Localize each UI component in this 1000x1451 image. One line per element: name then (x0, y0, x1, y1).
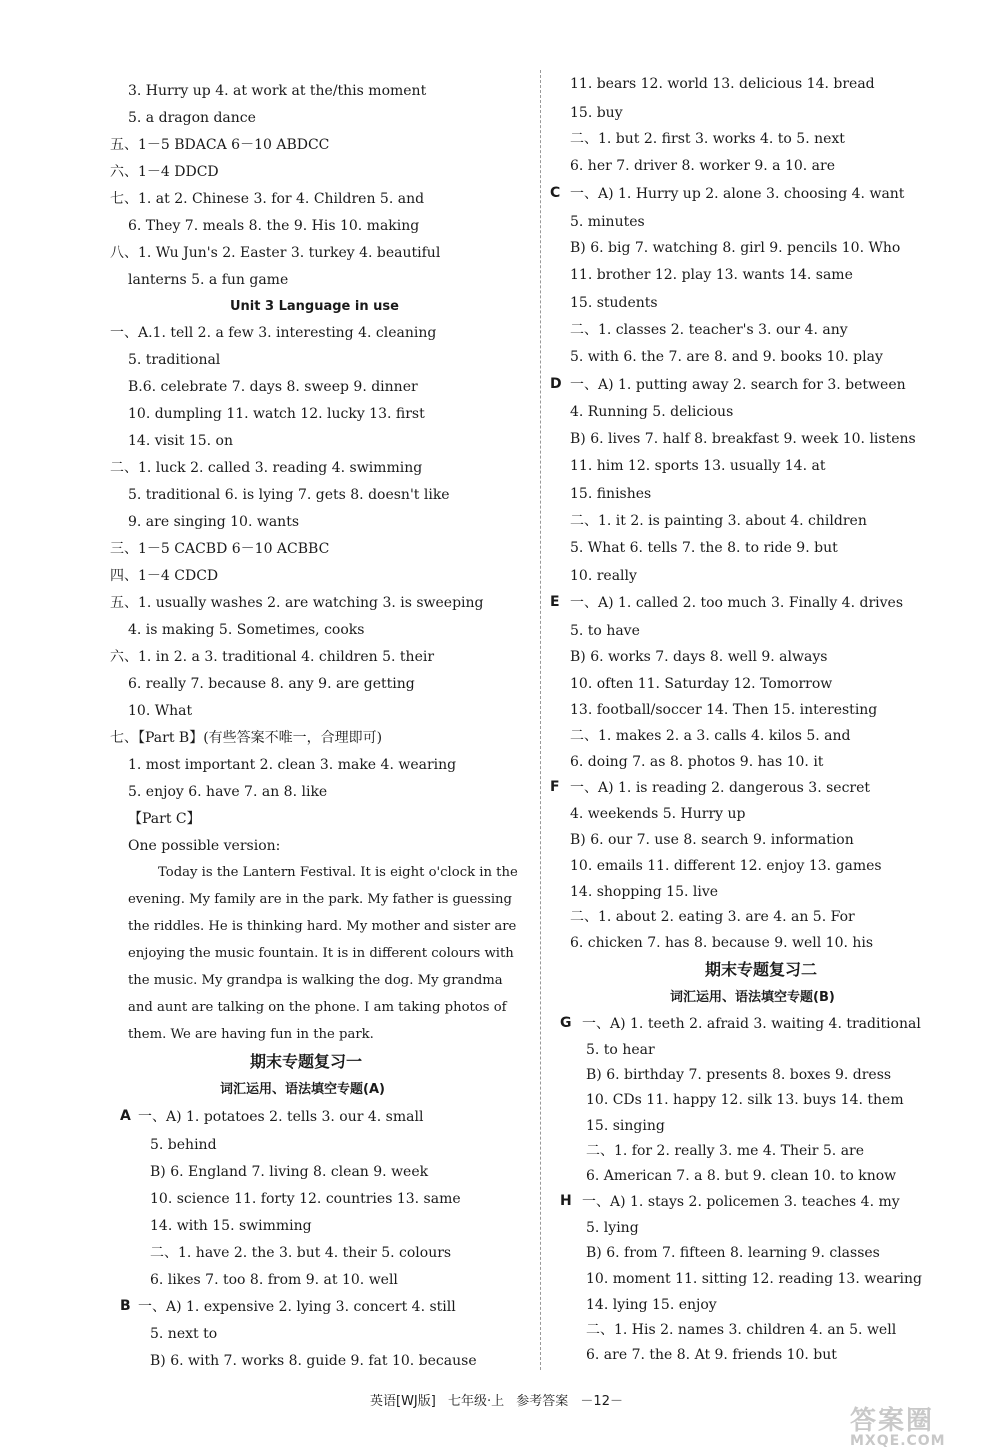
watermark-logo (850, 1400, 990, 1449)
answer-line: 10. moment 11. sitting 12. reading 13. wearing (586, 1271, 922, 1287)
answer-line: 11. him 12. sports 13. usually 14. at (570, 458, 826, 474)
essay-line: and aunt are talking on the phone. I am taking photos of (128, 1000, 507, 1015)
answer-line: 1. most important 2. clean 3. make 4. wearing (128, 757, 457, 773)
answer-line: B) 6. lives 7. half 8. breakfast 9. week 10. listens (570, 431, 916, 447)
answer-line: 10. What (128, 703, 193, 719)
answer-line: B) 6. works 7. days 8. well 9. always (570, 649, 828, 665)
answer-line: 五、1－5 BDACA 6－10 ABDCC (110, 137, 330, 153)
answer-line: 11. brother 12. play 13. wants 14. same (570, 267, 853, 283)
answer-line: 5. minutes (570, 214, 645, 230)
answer-line: 15. singing (586, 1118, 665, 1134)
answer-line: 5. traditional 6. is lying 7. gets 8. doesn't like (128, 487, 450, 503)
group-letter: A (120, 1108, 131, 1124)
answer-line: 4. weekends 5. Hurry up (570, 806, 746, 822)
answer-line: 14. with 15. swimming (150, 1218, 312, 1234)
answer-line: 6. her 7. driver 8. worker 9. a 10. are (570, 158, 835, 174)
answer-line: 5. to hear (586, 1042, 655, 1058)
column-divider (540, 70, 541, 1370)
answer-line: 6. are 7. the 8. At 9. friends 10. but (586, 1347, 837, 1363)
answer-line: 5. enjoy 6. have 7. an 8. like (128, 784, 328, 800)
page-footer (370, 1390, 631, 1409)
answer-line: 5. What 6. tells 7. the 8. to ride 9. but (570, 540, 838, 556)
answer-line: 二、1. His 2. names 3. children 4. an 5. well (586, 1322, 897, 1338)
answer-line: 6. They 7. meals 8. the 9. His 10. making (128, 218, 420, 234)
answer-line: 二、1. makes 2. a 3. calls 4. kilos 5. and (570, 728, 851, 744)
watermark-url: MXQE.COM (850, 1433, 946, 1449)
answer-line: 5. a dragon dance (128, 110, 256, 126)
group-letter: D (550, 376, 562, 392)
answer-line: 14. shopping 15. live (570, 884, 719, 900)
answer-line: B.6. celebrate 7. days 8. sweep 9. dinner (128, 379, 418, 395)
answer-line: 13. football/soccer 14. Then 15. interesting (570, 702, 878, 718)
answer-line: 四、1－4 CDCD (110, 568, 219, 584)
answer-line: B) 6. with 7. works 8. guide 9. fat 10. because (150, 1353, 477, 1369)
answer-line: 5. traditional (128, 352, 221, 368)
answer-line: One possible version: (128, 838, 281, 854)
essay-line: Today is the Lantern Festival. It is eight o'clock in the (158, 865, 518, 880)
section-title: 期末专题复习二 (705, 960, 818, 979)
answer-line: 一、A) 1. putting away 2. search for 3. between (570, 377, 906, 393)
answer-line: 5. next to (150, 1326, 218, 1342)
footer-label: 参考答案 (516, 1394, 569, 1409)
answer-line: 10. CDs 11. happy 12. silk 13. buys 14. them (586, 1092, 904, 1108)
section-title: 期末专题复习一 (250, 1052, 363, 1071)
group-letter: C (550, 185, 561, 201)
answer-line: 二、1. luck 2. called 3. reading 4. swimming (110, 460, 423, 476)
answer-line: 一、A) 1. is reading 2. dangerous 3. secret (570, 780, 871, 796)
answer-line: 10. emails 11. different 12. enjoy 13. games (570, 858, 882, 874)
answer-line: 一、A) 1. stays 2. policemen 3. teaches 4. my (582, 1194, 900, 1210)
answer-line: 七、【Part B】(有些答案不唯一，合理即可) (110, 730, 383, 746)
answer-line: 10. science 11. forty 12. countries 13. same (150, 1191, 461, 1207)
answer-line: B) 6. birthday 7. presents 8. boxes 9. dress (586, 1067, 892, 1083)
answer-line: 15. buy (570, 105, 623, 121)
answer-line: 八、1. Wu Jun's 2. Easter 3. turkey 4. beautiful (110, 245, 441, 261)
answer-line: 15. students (570, 295, 658, 311)
footer-subject: 英语[WJ版] (370, 1394, 436, 1409)
page-number: －12－ (580, 1394, 623, 1409)
answer-line: 二、1. about 2. eating 3. are 4. an 5. For (570, 909, 855, 925)
answer-line: 9. are singing 10. wants (128, 514, 300, 530)
answer-line: 二、1. it 2. is painting 3. about 4. children (570, 513, 867, 529)
answer-line: 二、1. but 2. first 3. works 4. to 5. next (570, 131, 845, 147)
section-subtitle: 词汇运用、语法填空专题(B) (670, 990, 835, 1005)
answer-line: 6. American 7. a 8. but 9. clean 10. to know (586, 1168, 897, 1184)
answer-line: 4. is making 5. Sometimes, cooks (128, 622, 365, 638)
unit-heading: Unit 3 Language in use (230, 299, 399, 314)
answer-line: 七、1. at 2. Chinese 3. for 4. Children 5. and (110, 191, 425, 207)
answer-line: 六、1. in 2. a 3. traditional 4. children 5. their (110, 649, 435, 665)
answer-line: 6. doing 7. as 8. photos 9. has 10. it (570, 754, 824, 770)
answer-line: lanterns 5. a fun game (128, 272, 289, 288)
answer-line: 一、A) 1. expensive 2. lying 3. concert 4. still (138, 1299, 456, 1315)
group-letter: E (550, 594, 560, 610)
answer-line: 一、A) 1. potatoes 2. tells 3. our 4. small (138, 1109, 424, 1125)
answer-line: 一、A.1. tell 2. a few 3. interesting 4. cleaning (110, 325, 437, 341)
answer-line: 10. really (570, 568, 637, 584)
answer-line: 10. dumpling 11. watch 12. lucky 13. first (128, 406, 425, 422)
answer-line: B) 6. big 7. watching 8. girl 9. pencils 10. Who (570, 240, 901, 256)
answer-line: 11. bears 12. world 13. delicious 14. bread (570, 76, 875, 92)
answer-line: 14. lying 15. enjoy (586, 1297, 717, 1313)
group-letter: H (560, 1193, 572, 1209)
answer-line: 5. behind (150, 1137, 217, 1153)
essay-line: enjoying the music fountain. It is in different colours with (128, 946, 514, 961)
answer-line: 二、1. classes 2. teacher's 3. our 4. any (570, 322, 848, 338)
essay-line: the riddles. He is thinking hard. My mother and sister are (128, 919, 517, 934)
group-letter: G (560, 1015, 572, 1031)
answer-line: B) 6. our 7. use 8. search 9. information (570, 832, 854, 848)
section-subtitle: 词汇运用、语法填空专题(A) (220, 1082, 385, 1097)
answer-line: 10. often 11. Saturday 12. Tomorrow (570, 676, 833, 692)
answer-line: B) 6. England 7. living 8. clean 9. week (150, 1164, 429, 1180)
answer-line: 6. likes 7. too 8. from 9. at 10. well (150, 1272, 398, 1288)
answer-line: 【Part C】 (128, 811, 201, 827)
answer-line: B) 6. from 7. fifteen 8. learning 9. classes (586, 1245, 880, 1261)
answer-line: 一、A) 1. teeth 2. afraid 3. waiting 4. traditional (582, 1016, 921, 1032)
group-letter: F (550, 779, 560, 795)
answer-line: 6. really 7. because 8. any 9. are getting (128, 676, 415, 692)
answer-line: 6. chicken 7. has 8. because 9. well 10. his (570, 935, 874, 951)
essay-line: the music. My grandpa is walking the dog. My grandma (128, 973, 503, 988)
answer-line: 二、1. for 2. really 3. me 4. Their 5. are (586, 1143, 865, 1159)
answer-line: 六、1－4 DDCD (110, 164, 219, 180)
answer-line: 15. finishes (570, 486, 652, 502)
answer-line: 一、A) 1. Hurry up 2. alone 3. choosing 4. want (570, 186, 905, 202)
group-letter: B (120, 1298, 131, 1314)
answer-line: 5. with 6. the 7. are 8. and 9. books 10. play (570, 349, 883, 365)
essay-line: them. We are having fun in the park. (128, 1027, 374, 1042)
answer-line: 14. visit 15. on (128, 433, 233, 449)
answer-line: 五、1. usually washes 2. are watching 3. is sweeping (110, 595, 484, 611)
answer-line: 二、1. have 2. the 3. but 4. their 5. colours (150, 1245, 452, 1261)
watermark-text: 答案圈 (850, 1406, 935, 1436)
answer-line: 3. Hurry up 4. at work at the/this moment (128, 83, 427, 99)
footer-grade: 七年级·上 (447, 1394, 505, 1409)
essay-line: evening. My family are in the park. My father is guessing (128, 892, 512, 907)
answer-line: 三、1－5 CACBD 6－10 ACBBC (110, 541, 330, 557)
answer-line: 一、A) 1. called 2. too much 3. Finally 4. drives (570, 595, 904, 611)
answer-line: 5. to have (570, 623, 640, 639)
answer-line: 4. Running 5. delicious (570, 404, 734, 420)
answer-line: 5. lying (586, 1220, 639, 1236)
